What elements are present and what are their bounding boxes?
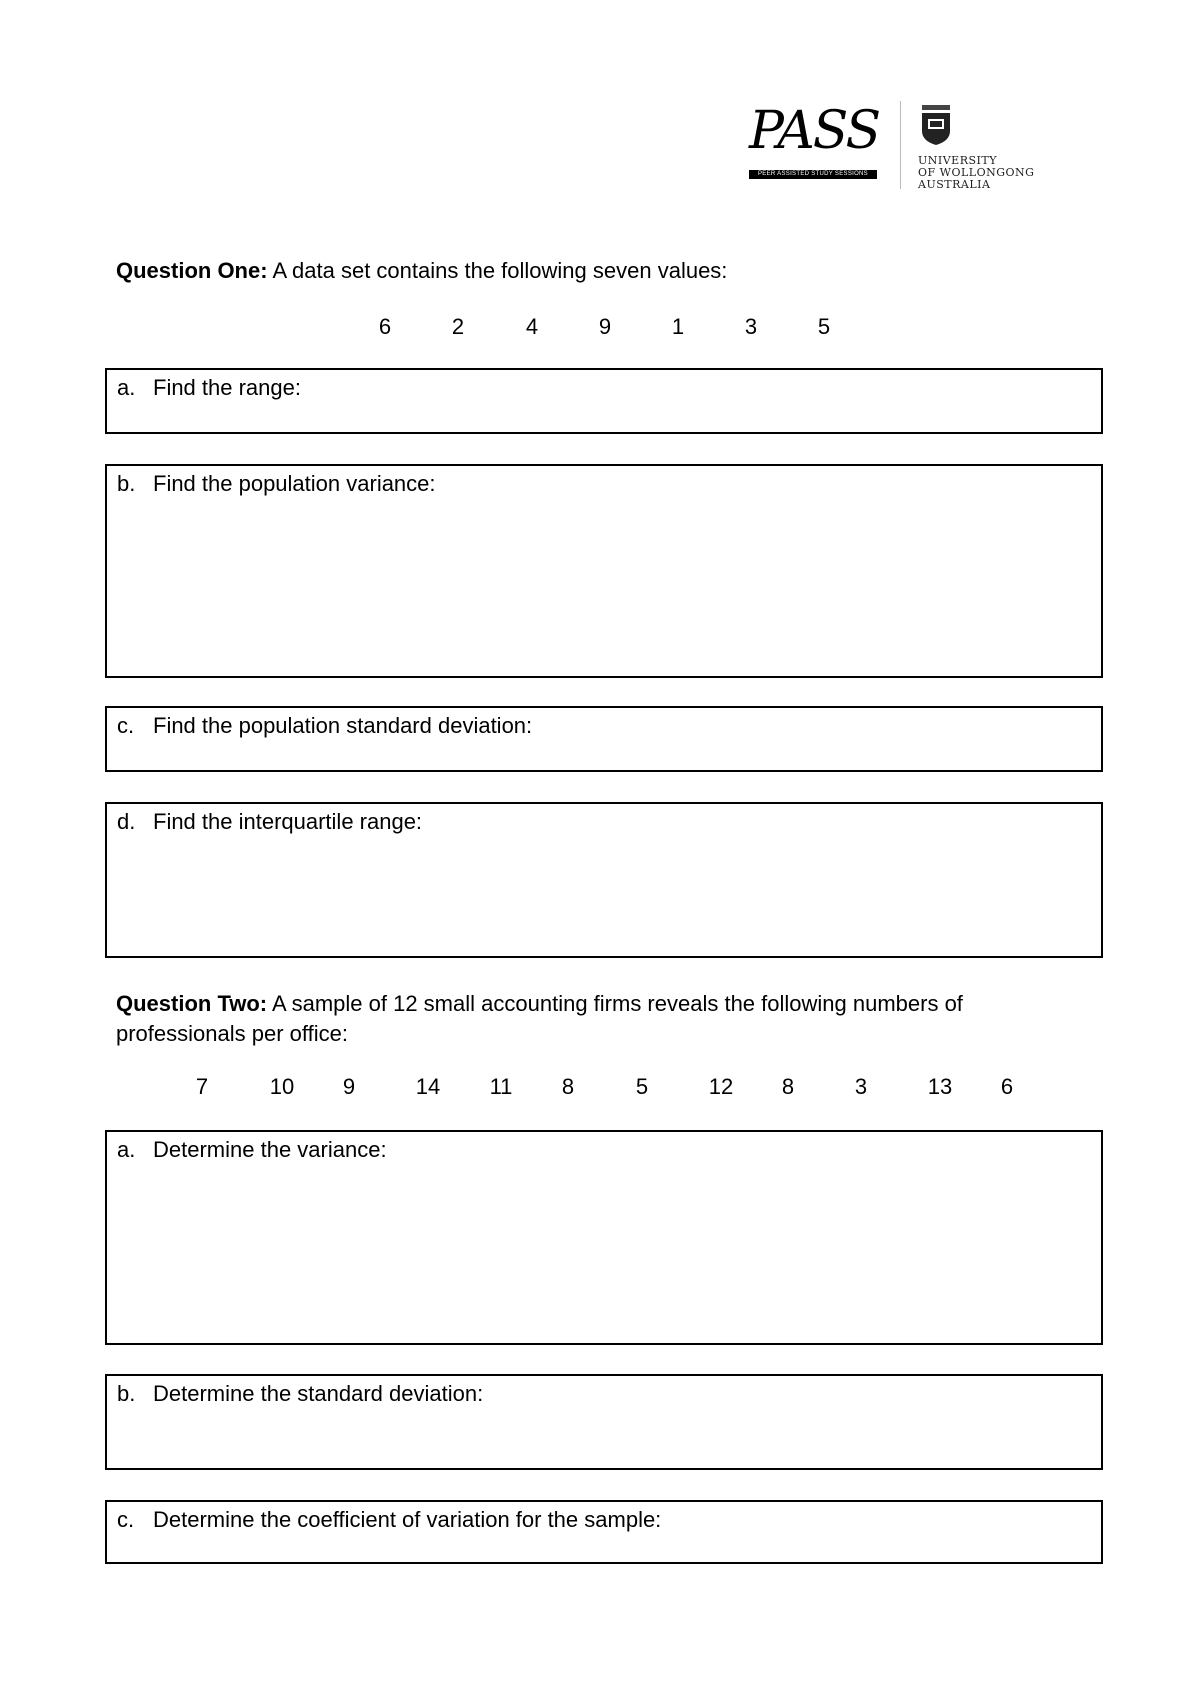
university-line: OF WOLLONGONG xyxy=(918,166,1035,179)
question-two-values xyxy=(0,1074,1200,1100)
university-name xyxy=(918,155,1034,191)
pass-logo-text: PASS xyxy=(749,101,880,161)
answer-box-q1a[interactable] xyxy=(105,368,1103,434)
data-value: 10 xyxy=(269,1074,295,1099)
data-value: 12 xyxy=(708,1074,734,1099)
part-label: b. Find the population variance: xyxy=(117,471,436,496)
answer-box-q2b[interactable] xyxy=(105,1374,1103,1470)
header-logos xyxy=(745,95,1035,195)
answer-box-q1c[interactable] xyxy=(105,706,1103,772)
data-value: 8 xyxy=(781,1074,795,1099)
data-value: 3 xyxy=(854,1074,868,1099)
question-one-text: A data set contains the following seven values: xyxy=(267,258,728,283)
data-value: 6 xyxy=(378,314,392,339)
data-value: 1 xyxy=(671,314,685,339)
part-label: c. Determine the coefficient of variation for the sample: xyxy=(117,1507,662,1532)
answer-box-q2c[interactable] xyxy=(105,1500,1103,1564)
pass-tagline: PEER ASSISTED STUDY SESSIONS xyxy=(749,170,877,179)
answer-box-q2a[interactable] xyxy=(105,1130,1103,1345)
data-value: 2 xyxy=(451,314,465,339)
data-value: 5 xyxy=(817,314,831,339)
data-value: 7 xyxy=(195,1074,209,1099)
answer-box-q1d[interactable] xyxy=(105,802,1103,958)
pass-logo xyxy=(745,95,885,185)
part-label: a. Find the range: xyxy=(117,375,301,400)
data-value: 9 xyxy=(598,314,612,339)
data-value: 3 xyxy=(744,314,758,339)
question-two-heading xyxy=(116,989,996,1049)
data-value: 11 xyxy=(489,1074,513,1099)
question-two-title: Question Two: xyxy=(116,991,268,1016)
data-value: 5 xyxy=(635,1074,649,1099)
question-one-heading xyxy=(116,256,996,286)
part-label: b. Determine the standard deviation: xyxy=(117,1381,484,1406)
university-line: AUSTRALIA xyxy=(918,178,991,191)
data-value: 4 xyxy=(525,314,539,339)
university-line: UNIVERSITY xyxy=(918,154,997,167)
question-one-title: Question One: xyxy=(116,258,268,283)
answer-box-q1b[interactable] xyxy=(105,464,1103,678)
data-value: 9 xyxy=(342,1074,356,1099)
part-label: d. Find the interquartile range: xyxy=(117,809,423,834)
data-value: 14 xyxy=(415,1074,441,1099)
part-label: c. Find the population standard deviation: xyxy=(117,713,533,738)
question-one-values xyxy=(0,314,1200,340)
data-value: 13 xyxy=(927,1074,953,1099)
university-crest-icon xyxy=(918,105,954,145)
logo-divider xyxy=(900,101,901,189)
part-label: a. Determine the variance: xyxy=(117,1137,387,1162)
data-value: 8 xyxy=(561,1074,575,1099)
data-value: 6 xyxy=(1000,1074,1014,1099)
question-two-text: A sample of 12 small accounting firms reveals the following numbers of professionals per office: xyxy=(116,991,963,1046)
